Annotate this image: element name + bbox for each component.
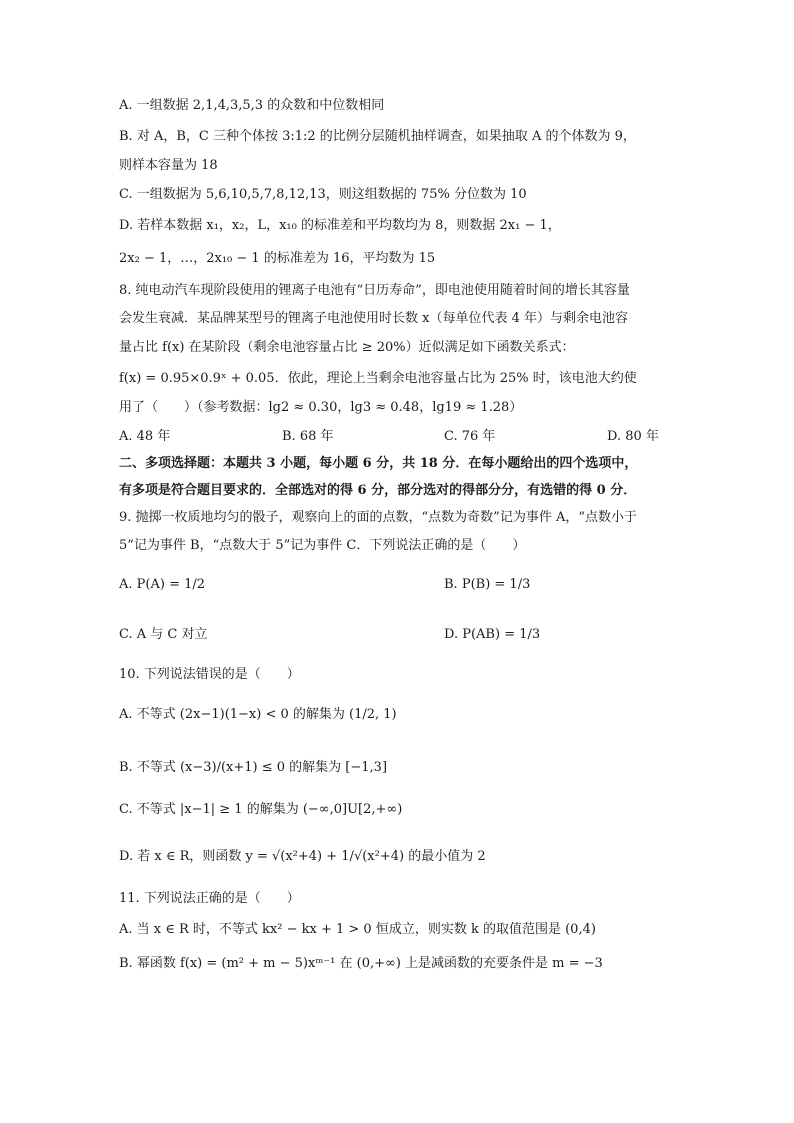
option-7d-cont: 2x₂ − 1，…，2x₁₀ − 1 的标准差为 16，平均数为 15 <box>119 251 436 266</box>
q8-option-a: A. 48 年 <box>119 429 171 444</box>
q9-option-c: C. A 与 C 对立 <box>119 627 208 642</box>
q9-option-d: D. P(AB) = 1/3 <box>444 627 541 642</box>
q9-text-1: 9. 抛掷一枚质地均匀的骰子，观察向上的面的点数，“点数为奇数”记为事件 A，“点数小于 <box>119 510 637 525</box>
q9-option-b: B. P(B) = 1/3 <box>444 577 531 592</box>
option-7b-cont: 则样本容量为 18 <box>119 158 218 173</box>
q11-stem: 11. 下列说法正确的是（ ） <box>119 891 300 906</box>
q8-text-1: 8. 纯电动汽车现阶段使用的锂离子电池有“日历寿命”，即电池使用随着时间的增长其容量 <box>119 283 630 298</box>
q8-option-b: B. 68 年 <box>282 429 334 444</box>
section2-instructions: 有多项是符合题目要求的．全部选对的得 6 分，部分选对的得部分分，有选错的得 0 分． <box>119 483 637 498</box>
option-7a: A. 一组数据 2,1,4,3,5,3 的众数和中位数相同 <box>119 98 385 113</box>
q10-option-d: D. 若 x ∈ R，则函数 y = √(x²+4) + 1/√(x²+4) 的最小值为 2 <box>119 849 486 864</box>
q10-option-a: A. 不等式 (2x−1)(1−x) < 0 的解集为 (1/2, 1) <box>119 707 397 722</box>
q8-option-c: C. 76 年 <box>444 429 496 444</box>
q8-text-4: f(x) = 0.95×0.9ˣ + 0.05．依此，理论上当剩余电池容量占比为 25% 时，该电池大约使 <box>119 371 637 386</box>
q11-option-b: B. 幂函数 f(x) = (m² + m − 5)xᵐ⁻¹ 在 (0,+∞) 上是减函数的充要条件是 m = −3 <box>119 956 603 971</box>
q9-text-2: 5”记为事件 B，“点数大于 5”记为事件 C．下列说法正确的是（ ） <box>119 538 526 553</box>
q8-text-3: 量占比 f(x) 在某阶段（剩余电池容量占比 ≥ 20%）近似满足如下函数关系式： <box>119 340 575 355</box>
option-7d: D. 若样本数据 x₁，x₂，L，x₁₀ 的标准差和平均数均为 8，则数据 2x₁ − 1， <box>119 218 561 233</box>
q10-option-c: C. 不等式 |x−1| ≥ 1 的解集为 (−∞,0]U[2,+∞) <box>119 802 403 817</box>
q8-text-5: 用了（ ）（参考数据：lg2 ≈ 0.30，lg3 ≈ 0.48，lg19 ≈ 1.28） <box>119 400 523 415</box>
option-7c: C. 一组数据为 5,6,10,5,7,8,12,13，则这组数据的 75% 分位数为 10 <box>119 187 527 202</box>
q8-text-2: 会发生衰减．某品牌某型号的锂离子电池使用时长数 x（每单位代表 4 年）与剩余电池容 <box>119 311 629 326</box>
q8-option-d: D. 80 年 <box>607 429 659 444</box>
section2-heading: 二、多项选择题：本题共 3 小题，每小题 6 分，共 18 分．在每小题给出的四个选项中， <box>119 456 638 471</box>
q11-option-a: A. 当 x ∈ R 时，不等式 kx² − kx + 1 > 0 恒成立，则实数 k 的取值范围是 (0,4) <box>119 922 596 937</box>
q10-stem: 10. 下列说法错误的是（ ） <box>119 667 300 682</box>
option-7b: B. 对 A，B，C 三种个体按 3:1:2 的比例分层随机抽样调查，如果抽取 A 的个体数为 9， <box>119 129 636 144</box>
q10-option-b: B. 不等式 (x−3)/(x+1) ≤ 0 的解集为 [−1,3] <box>119 760 388 775</box>
q9-option-a: A. P(A) = 1/2 <box>119 577 206 592</box>
